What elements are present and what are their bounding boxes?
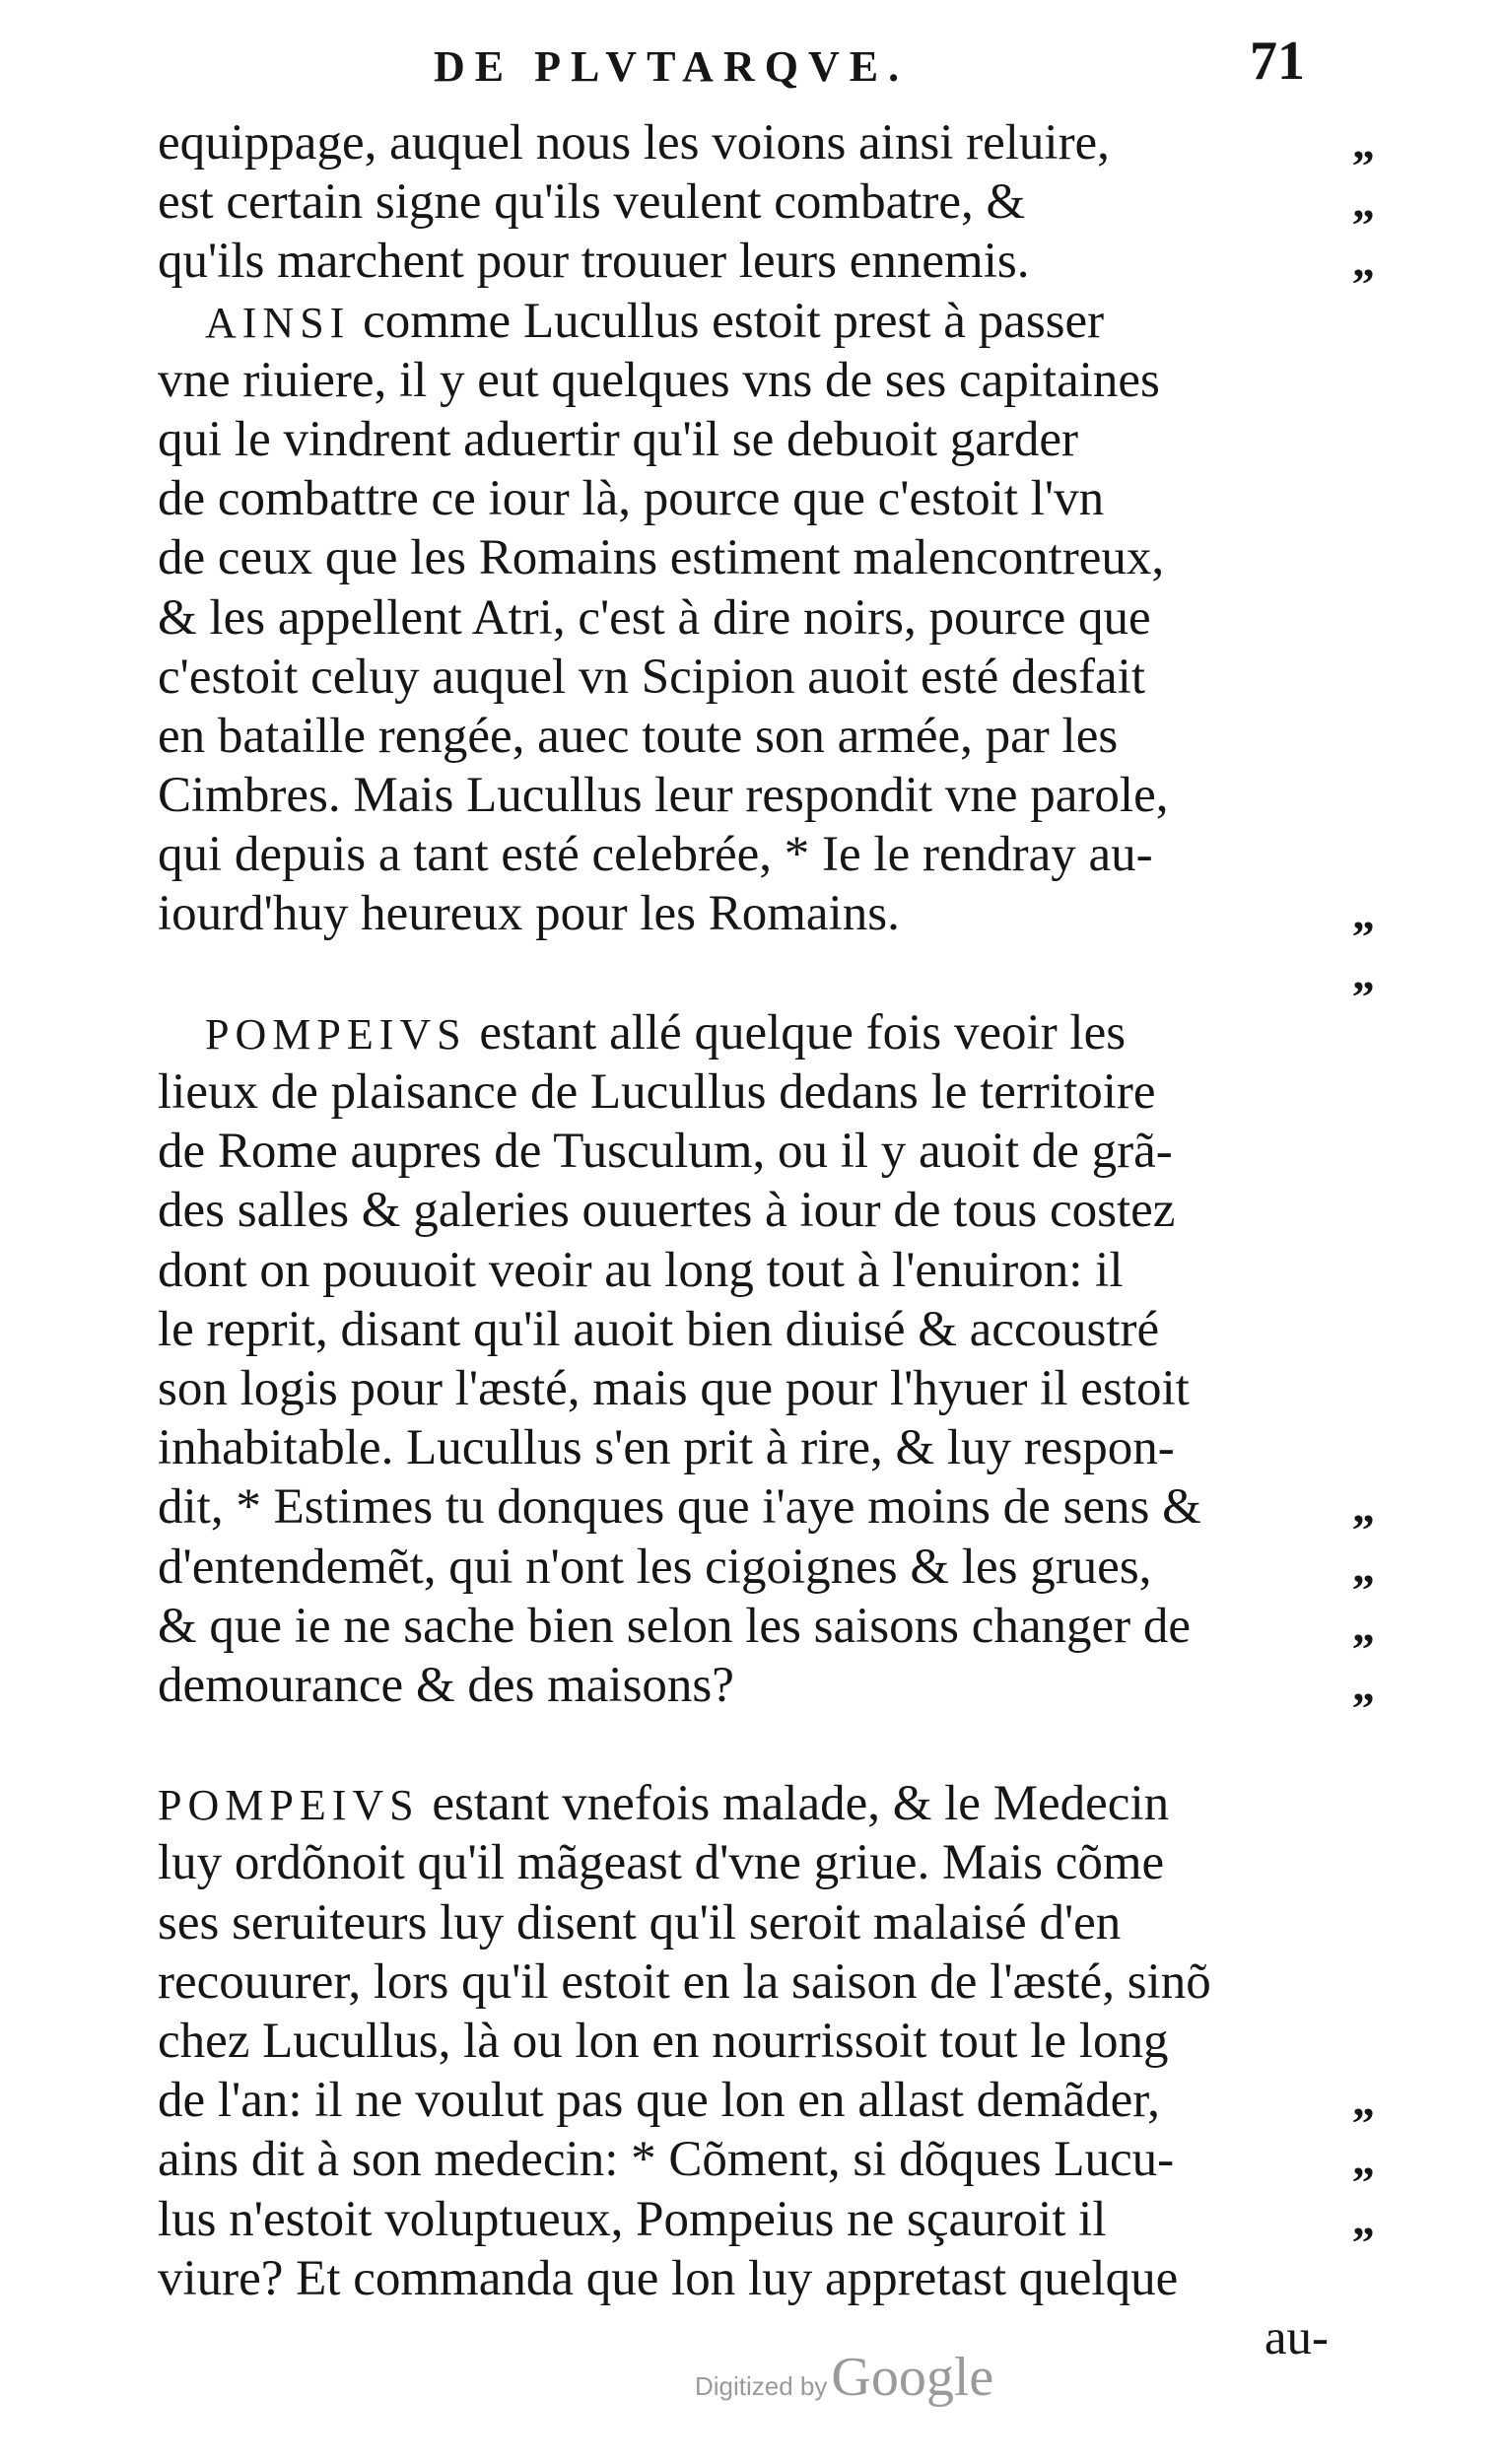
quote-mark [1352,528,1431,587]
text-line: lus n'estoit voluptueux, Pompeius ne sçauroit il [158,2191,1107,2247]
quote-mark: „ [1352,176,1375,228]
text-line: des salles & galeries ouuertes à iour de tous costez [158,1183,1176,1239]
text-line: luy ordõnoit qu'il mãgeast d'vne griue. Mais cõme [158,1835,1165,1891]
quote-mark [1352,1774,1431,1833]
text-line: qui depuis a tant esté celebrée, * Ie le rendray au- [158,827,1153,883]
text-line: ains dit à son medecin: * Cõment, si dõques Lucu- [158,2132,1175,2188]
catchword: au- [1264,2309,1329,2365]
quote-mark [1352,1181,1431,1240]
quote-mark [1352,1003,1431,1062]
quote-mark: „ [1352,1600,1375,1651]
running-head: DE PLVTARQVE. [434,42,910,91]
quote-mark [1352,648,1431,707]
quote-mark [1352,1300,1431,1359]
google-logo: Google [831,2347,994,2408]
quotation-margin [1352,113,1431,2308]
quote-mark [1352,1715,1431,1774]
quote-mark: „ [1352,888,1375,939]
quote-mark: „ [1352,1540,1375,1592]
text-line: iourd'huy heureux pour les Romains. [158,886,900,942]
quote-mark: „ [1352,1481,1375,1533]
text-line: & les appellent Atri, c'est à dire noirs, pource que [158,589,1151,646]
quote-mark [1352,410,1431,469]
text-line: lieux de plaisance de Lucullus dedans le territoire [158,1064,1156,1120]
quote-mark: „ [1352,1659,1375,1710]
text-line: de combattre ce iour là, pource que c'estoit l'vn [158,471,1105,527]
paragraph-lead-word: AINSI [205,298,351,347]
text-line [158,1715,1340,1774]
quote-mark [1352,1418,1431,1477]
quote-mark [1352,588,1431,648]
paragraph-lead-word: POMPEIVS [205,1009,467,1059]
text-line: viure? Et commanda que lon luy appretast quelque [158,2250,1179,2306]
quote-mark [1352,1241,1431,1300]
digitization-watermark [695,2346,993,2409]
quote-mark [1352,1359,1431,1418]
quote-mark [1352,1122,1431,1181]
text-line: c'estoit celuy auquel vn Scipion auoit esté desfait [158,649,1145,705]
text-line: Cimbres. Mais Lucullus leur respondit vne parole, [158,768,1169,824]
text-line: dont on pouuoit veoir au long tout à l'enuiron: il [158,1242,1124,1298]
quote-mark [1352,766,1431,825]
text-line: estant vnefois malade, & le Medecin [419,1776,1170,1832]
page-number: 71 [1250,31,1305,92]
quote-mark: „ [1352,2134,1375,2185]
text-line: le reprit, disant qu'il auoit bien diuisé & accoustré [158,1301,1160,1357]
text-line: estant allé quelque fois veoir les [466,1004,1127,1061]
text-line: qu'ils marchent pour trouuer leurs ennemis. [158,234,1030,290]
quote-mark: „ [1352,2193,1375,2244]
text-line: & que ie ne sache bien selon les saisons changer de [158,1598,1191,1654]
quote-mark [1352,469,1431,528]
paragraph-first-line [158,1003,1340,1062]
quote-mark: „ [1352,236,1375,287]
text-line: vne riuiere, il y eut quelques vns de ses capitaines [158,352,1160,408]
quote-mark [1352,292,1431,351]
quote-mark [1352,707,1431,766]
paragraph-first-line [158,292,1340,351]
paragraph-first-line [158,1774,1340,1833]
text-line: de ceux que les Romains estiment malencontreux, [158,530,1165,586]
text-line: ses seruiteurs luy disent qu'il seroit malaisé d'en [158,1894,1122,1951]
text-line: de Rome aupres de Tusculum, ou il y auoit de grã- [158,1124,1173,1180]
body-text [158,113,1340,2367]
text-line: demourance & des maisons? [158,1657,734,1713]
watermark-prefix: Digitized by [695,2371,828,2401]
text-line: d'entendemẽt, qui n'ont les cigoignes & les grues, [158,1539,1152,1595]
quote-mark [1352,1952,1431,2012]
text-line: recouurer, lors qu'il estoit en la saison de l'æsté, sinõ [158,1953,1211,2010]
text-line: est certain signe qu'ils veulent combatre, & [158,174,1026,231]
quote-mark [1352,1062,1431,1122]
quote-mark: „ [1352,947,1375,998]
text-line [158,944,1340,1003]
quote-mark [1352,2249,1431,2308]
quote-mark: „ [1352,2075,1375,2126]
text-line: dit, * Estimes tu donques que i'aye moins de sens & [158,1479,1201,1536]
quote-mark: „ [1352,117,1375,168]
quote-mark [1352,1893,1431,1952]
text-line: chez Lucullus, là ou lon en nourrissoit tout le long [158,2014,1169,2069]
text-line: equippage, auquel nous les voions ainsi reluire, [158,115,1110,171]
quote-mark [1352,1833,1431,1892]
text-line: comme Lucullus estoit prest à passer [350,293,1105,349]
quote-mark [1352,351,1431,410]
text-line: son logis pour l'æsté, mais que pour l'hyuer il estoit [158,1360,1190,1416]
text-line: de l'an: il ne voulut pas que lon en allast demãder, [158,2073,1160,2129]
quote-mark [1352,825,1431,884]
text-line: en bataille rengée, auec toute son armée, par les [158,708,1119,764]
text-line: inhabitable. Lucullus s'en prit à rire, & luy respon- [158,1420,1175,1476]
paragraph-lead-word: POMPEIVS [158,1781,420,1830]
quote-mark [1352,2012,1431,2071]
text-line: qui le vindrent aduertir qu'il se debuoit garder [158,411,1078,467]
